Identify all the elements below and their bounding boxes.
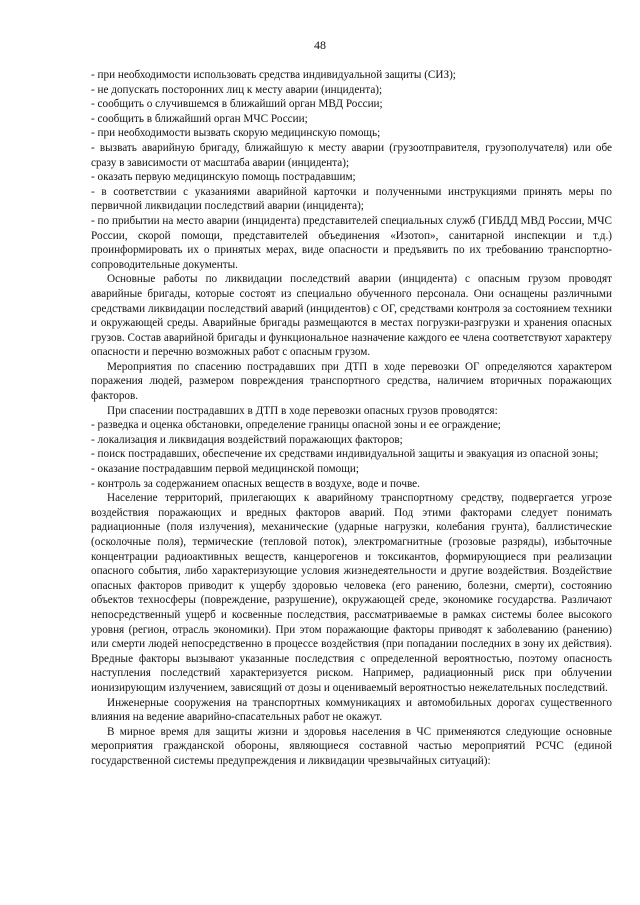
body-text (91, 68, 612, 769)
list-item: - не допускать посторонних лиц к месту аварии (инцидента); (91, 83, 383, 96)
paragraph-hazard-factors: Население территорий, прилегающих к аварийному транспортному средству, подвергается угрозе воздействия поражающих и вредных факторов аварий. Под этими факторами следует понимать радиационные (поля излучения), механические (ударные нагрузки, колебания грунта), баллистические (осколочные поля), термические (тепловой поток), электромагнитные (грозовые разряды), избыточные концентрации радиоактивных веществ, канцерогенов и токсикантов, формирующиеся при реализации опасного события, либо характеризующие условия жизнедеятельности и другие воздействия. Воздействие опасных факторов приводит к ущербу здоровью человека (его ранению, болезни, смерти), состоянию объектов техносферы (повреждение, разрушение), окружающей среде, экономике государства. Различают непосредственный ущерб и косвенные последствия, рассматриваемые в рамках системы более высокого уровня (регион, отрасль экономики). При этом поражающие факторы приводят к заболеванию (ранению) или смерти людей непосредственно в процессе воздействия (при попадании последних в зону их действия). Вредные факторы вызывают указанные последствия с определенной вероятностью, поэтому опасность наступления последствий характеризуется риском. Например, радиационный риск при облучении ионизирующим излучением, зависящий от дозы и оцениваемый вероятностью нежелательных последствий. (91, 492, 612, 694)
list-item: - вызвать аварийную бригаду, ближайшую к месту аварии (грузоотправителя, грузополучателя) или обе сразу в зависимости от масштаба аварии (инцидента); (91, 141, 612, 169)
list-item: - оказание пострадавшим первой медицинской помощи; (91, 463, 359, 476)
list-item: - сообщить о случившемся в ближайший орган МВД России; (91, 98, 383, 111)
list-item: - контроль за содержанием опасных веществ в воздухе, воде и почве. (91, 477, 420, 490)
list-item: - при необходимости вызвать скорую медицинскую помощь; (91, 127, 381, 140)
list-item: - сообщить в ближайший орган МЧС России; (91, 112, 308, 125)
list-item: - оказать первую медицинскую помощь пострадавшим; (91, 171, 356, 184)
list-item: - поиск пострадавших, обеспечение их средствами индивидуальной защиты и эвакуация из опасной зоны; (91, 448, 599, 461)
list-item: - при необходимости использовать средства индивидуальной защиты (СИЗ); (91, 69, 456, 81)
paragraph-emergency-teams: Основные работы по ликвидации последствий аварии (инцидента) с опасным грузом проводят аварийные бригады, которые состоят из специально обученного персонала. Они оснащены различными средствами ликвидации последствий аварий (инцидентов) с ОГ, средствами контроля за состоянием техники и окружающей среды. Аварийные бригады размещаются в местах погрузки-разгрузки и хранения опасных грузов. Состав аварийной бригады и функциональное назначение каждого ее члена соответствуют характеру опасности и перечню возможных работ с опасным грузом. (91, 273, 612, 359)
list-item: - по прибытии на место аварии (инцидента) представителей специальных служб (ГИБДД МВД России, МЧС России, скорой помощи, представителей объединения «Изотоп», санитарной инспекции и т.д.) проинформировать их о принятых мерах, виде опасности и предъявить по их требованию транспортно-сопроводительные документы. (91, 214, 612, 271)
page-number: 48 (314, 38, 326, 52)
list-item: - разведка и оценка обстановки, определение границы опасной зоны и ее ограждение; (91, 419, 501, 432)
paragraph-rescue-measures: Мероприятия по спасению пострадавших при ДТП в ходе перевозки ОГ определяются характером поражения людей, размером повреждения транспортного средства, наличием вторичных поражающих факторов. (91, 360, 612, 403)
list-item: - в соответствии с указаниями аварийной карточки и полученными инструкциями принять меры по первичной ликвидации последствий аварии (инцидента); (91, 185, 612, 213)
list-item: - локализация и ликвидация воздействий поражающих факторов; (91, 433, 403, 446)
paragraph-civil-defense: В мирное время для защиты жизни и здоровья населения в ЧС применяются следующие основные мероприятия гражданской обороны, являющиеся составной частью мероприятий РСЧС (единой государственной системы предупреждения и ликвидации чрезвычайных ситуаций): (91, 725, 612, 767)
paragraph-engineering-structures: Инженерные сооружения на транспортных коммуникациях и автомобильных дорогах существенного влияния на ведение аварийно-спасательных работ не окажут. (91, 696, 612, 724)
paragraph-rescue-intro: При спасении пострадавших в ДТП в ходе перевозки опасных грузов проводятся: (107, 404, 498, 417)
